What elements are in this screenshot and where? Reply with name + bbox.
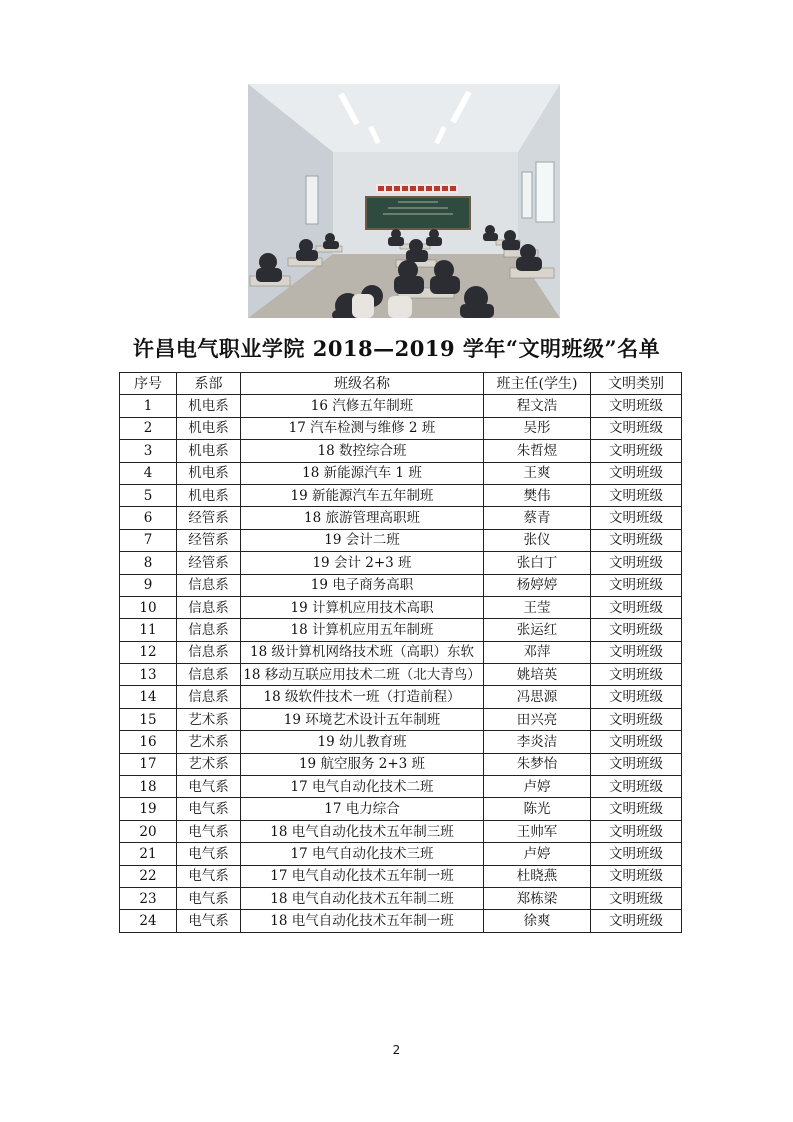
table-row [120,820,682,842]
cell-department: 艺术系 [177,708,241,730]
cell-head-teacher: 杨婷婷 [484,574,591,596]
cell-department: 信息系 [177,641,241,663]
table-header-row [120,373,682,395]
cell-head-teacher: 杜晓燕 [484,865,591,887]
cell-index: 20 [120,820,177,842]
cell-department: 电气系 [177,820,241,842]
cell-category: 文明班级 [591,753,682,775]
cell-class-name: 19 计算机应用技术高职 [241,596,484,618]
table-row [120,574,682,596]
cell-class-name: 19 航空服务 2+3 班 [241,753,484,775]
cell-class-name: 18 电气自动化技术五年制三班 [241,820,484,842]
cell-department: 艺术系 [177,753,241,775]
cell-category: 文明班级 [591,865,682,887]
cell-class-name: 18 计算机应用五年制班 [241,619,484,641]
table-row [120,440,682,462]
cell-index: 13 [120,664,177,686]
cell-class-name: 18 旅游管理高职班 [241,507,484,529]
cell-department: 机电系 [177,417,241,439]
header-category: 文明类别 [591,373,682,395]
cell-index: 9 [120,574,177,596]
cell-class-name: 19 新能源汽车五年制班 [241,484,484,506]
cell-category: 文明班级 [591,686,682,708]
cell-head-teacher: 陈光 [484,798,591,820]
cell-category: 文明班级 [591,664,682,686]
cell-class-name: 17 电力综合 [241,798,484,820]
cell-category: 文明班级 [591,910,682,932]
cell-index: 6 [120,507,177,529]
table-row [120,753,682,775]
cell-index: 22 [120,865,177,887]
cell-department: 电气系 [177,887,241,909]
cell-category: 文明班级 [591,887,682,909]
cell-class-name: 17 汽车检测与维修 2 班 [241,417,484,439]
cell-department: 信息系 [177,686,241,708]
cell-category: 文明班级 [591,484,682,506]
page-number: 2 [392,1043,401,1057]
cell-department: 电气系 [177,865,241,887]
cell-head-teacher: 卢婷 [484,843,591,865]
cell-index: 4 [120,462,177,484]
cell-index: 19 [120,798,177,820]
cell-index: 5 [120,484,177,506]
classroom-photo [248,84,560,318]
table-row [120,552,682,574]
cell-index: 12 [120,641,177,663]
table-row [120,798,682,820]
cell-category: 文明班级 [591,619,682,641]
cell-head-teacher: 蔡青 [484,507,591,529]
cell-head-teacher: 王莹 [484,596,591,618]
cell-department: 艺术系 [177,731,241,753]
cell-head-teacher: 邓萍 [484,641,591,663]
table-row [120,619,682,641]
cell-category: 文明班级 [591,440,682,462]
table-body [120,395,682,932]
cell-head-teacher: 徐爽 [484,910,591,932]
cell-department: 电气系 [177,843,241,865]
classroom-illustration [248,84,560,318]
cell-head-teacher: 田兴亮 [484,708,591,730]
cell-category: 文明班级 [591,798,682,820]
cell-index: 17 [120,753,177,775]
cell-category: 文明班级 [591,395,682,417]
cell-category: 文明班级 [591,641,682,663]
cell-department: 信息系 [177,574,241,596]
cell-index: 23 [120,887,177,909]
cell-class-name: 17 电气自动化技术五年制一班 [241,865,484,887]
table-row [120,910,682,932]
cell-category: 文明班级 [591,574,682,596]
table-row [120,865,682,887]
cell-department: 电气系 [177,910,241,932]
cell-department: 经管系 [177,507,241,529]
cell-index: 7 [120,529,177,551]
cell-department: 信息系 [177,596,241,618]
table-row [120,596,682,618]
table-row [120,686,682,708]
cell-department: 电气系 [177,776,241,798]
cell-department: 信息系 [177,619,241,641]
cell-index: 10 [120,596,177,618]
cell-head-teacher: 王爽 [484,462,591,484]
cell-index: 2 [120,417,177,439]
cell-index: 24 [120,910,177,932]
cell-index: 11 [120,619,177,641]
table-row [120,395,682,417]
cell-department: 机电系 [177,484,241,506]
table-row [120,507,682,529]
cell-class-name: 17 电气自动化技术三班 [241,843,484,865]
cell-class-name: 19 环境艺术设计五年制班 [241,708,484,730]
cell-class-name: 18 电气自动化技术五年制一班 [241,910,484,932]
cell-class-name: 16 汽修五年制班 [241,395,484,417]
cell-head-teacher: 吴彤 [484,417,591,439]
table-row [120,641,682,663]
cell-category: 文明班级 [591,507,682,529]
table-row [120,417,682,439]
cell-category: 文明班级 [591,552,682,574]
header-index: 序号 [120,373,177,395]
cell-category: 文明班级 [591,417,682,439]
table-row [120,708,682,730]
cell-head-teacher: 张运红 [484,619,591,641]
cell-head-teacher: 冯思源 [484,686,591,708]
cell-head-teacher: 卢婷 [484,776,591,798]
cell-index: 8 [120,552,177,574]
cell-index: 1 [120,395,177,417]
cell-class-name: 18 数控综合班 [241,440,484,462]
cell-index: 21 [120,843,177,865]
header-class-name: 班级名称 [241,373,484,395]
table-row [120,731,682,753]
cell-category: 文明班级 [591,529,682,551]
cell-class-name: 17 电气自动化技术二班 [241,776,484,798]
cell-head-teacher: 程文浩 [484,395,591,417]
table-row [120,776,682,798]
cell-department: 经管系 [177,529,241,551]
cell-category: 文明班级 [591,731,682,753]
table-row [120,887,682,909]
cell-class-name: 18 移动互联应用技术二班（北大青鸟） [241,664,484,686]
cell-index: 18 [120,776,177,798]
cell-category: 文明班级 [591,820,682,842]
cell-department: 电气系 [177,798,241,820]
civilized-class-table [119,372,682,933]
cell-head-teacher: 姚培英 [484,664,591,686]
cell-head-teacher: 张白丁 [484,552,591,574]
cell-index: 15 [120,708,177,730]
header-department: 系部 [177,373,241,395]
cell-head-teacher: 樊伟 [484,484,591,506]
cell-head-teacher: 朱梦怡 [484,753,591,775]
cell-index: 3 [120,440,177,462]
cell-class-name: 19 会计 2+3 班 [241,552,484,574]
cell-department: 经管系 [177,552,241,574]
cell-class-name: 18 新能源汽车 1 班 [241,462,484,484]
cell-class-name: 18 电气自动化技术五年制二班 [241,887,484,909]
cell-class-name: 19 电子商务高职 [241,574,484,596]
page-title: 许昌电气职业学院 2018—2019 学年“文明班级”名单 [132,336,661,361]
header-head-teacher: 班主任(学生) [484,373,591,395]
cell-class-name: 18 级计算机网络技术班（高职）东软 [241,641,484,663]
cell-head-teacher: 王帅军 [484,820,591,842]
cell-category: 文明班级 [591,776,682,798]
cell-category: 文明班级 [591,596,682,618]
cell-class-name: 19 会计二班 [241,529,484,551]
cell-department: 信息系 [177,664,241,686]
cell-index: 16 [120,731,177,753]
cell-category: 文明班级 [591,708,682,730]
cell-class-name: 18 级软件技术一班（打造前程） [241,686,484,708]
table-row [120,664,682,686]
cell-department: 机电系 [177,440,241,462]
table-row [120,462,682,484]
cell-department: 机电系 [177,462,241,484]
cell-head-teacher: 张仪 [484,529,591,551]
cell-class-name: 19 幼儿教育班 [241,731,484,753]
table-row [120,484,682,506]
cell-head-teacher: 朱哲煜 [484,440,591,462]
cell-department: 机电系 [177,395,241,417]
cell-head-teacher: 郑栋梁 [484,887,591,909]
table-row [120,843,682,865]
cell-head-teacher: 李炎洁 [484,731,591,753]
cell-category: 文明班级 [591,843,682,865]
table-row [120,529,682,551]
cell-index: 14 [120,686,177,708]
cell-category: 文明班级 [591,462,682,484]
